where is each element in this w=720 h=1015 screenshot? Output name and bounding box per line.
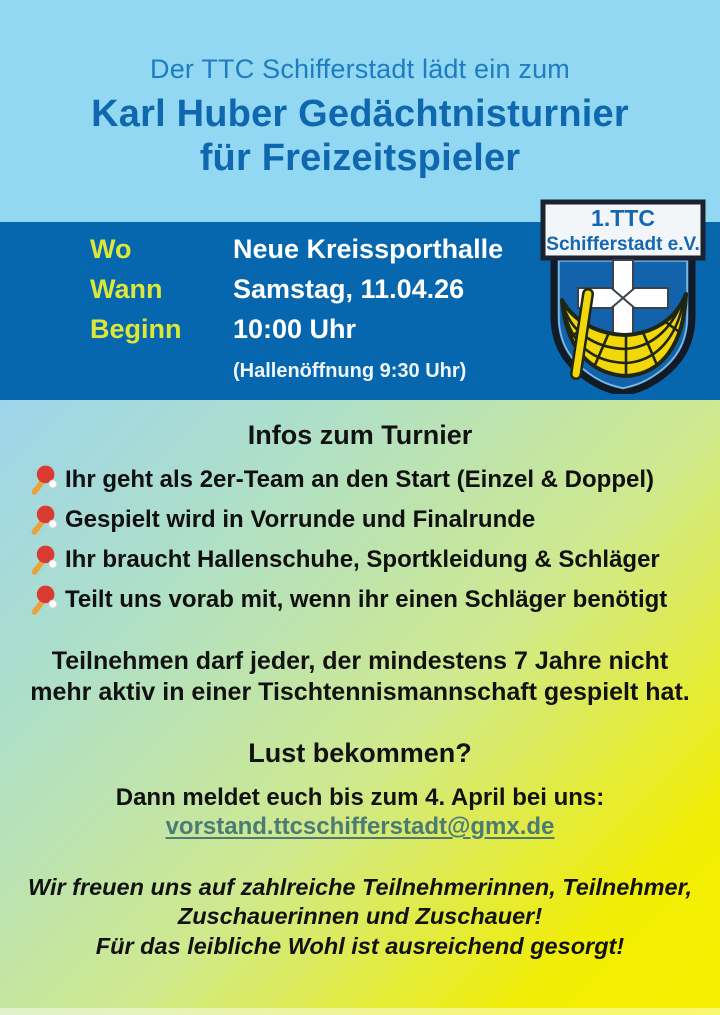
info-item-text: Gespielt wird in Vorrunde und Finalrunde <box>65 506 536 533</box>
info-item <box>28 540 667 580</box>
closing-line-2: Zuschauerinnen und Zuschauer! <box>177 903 543 929</box>
detail-row-start-time <box>90 314 503 354</box>
info-item-text: Teilt uns vorab mit, wenn ihr einen Schläger benötigt <box>65 586 668 613</box>
club-crest-logo <box>540 198 706 394</box>
closing-line-1: Wir freuen uns auf zahlreiche Teilnehmerinnen, Teilnehmer, <box>27 874 693 900</box>
eligibility-line-2: mehr aktiv in einer Tischtennismannschaft gespielt hat. <box>30 678 690 706</box>
event-details <box>90 234 503 354</box>
detail-value: 10:00 Uhr <box>233 314 357 344</box>
bottom-edge-strip <box>0 1008 720 1015</box>
club-name-line1: 1.TTC <box>591 205 655 231</box>
info-item <box>28 460 667 500</box>
table-tennis-paddle-icon <box>28 464 60 496</box>
detail-label: Wo <box>90 234 132 264</box>
info-item <box>28 500 667 540</box>
detail-label: Wann <box>90 274 163 304</box>
hall-opening-note: (Hallenöffnung 9:30 Uhr) <box>233 360 467 382</box>
detail-row-location <box>90 234 503 274</box>
detail-row-date <box>90 274 503 314</box>
cta-text: Dann meldet euch bis zum 4. April bei uns: <box>115 784 605 811</box>
closing-text <box>0 873 720 931</box>
eligibility-text <box>0 646 720 708</box>
detail-value: Samstag, 11.04.26 <box>233 274 465 304</box>
table-tennis-paddle-icon <box>28 584 60 616</box>
club-name-line2: Schifferstadt e.V. <box>546 234 700 255</box>
info-item-text: Ihr braucht Hallenschuhe, Sportkleidung & Schläger <box>65 546 660 573</box>
table-tennis-paddle-icon <box>28 544 60 576</box>
eligibility-line-1: Teilnehmen darf jeder, der mindestens 7 Jahre nicht <box>51 647 669 675</box>
detail-value: Neue Kreissporthalle <box>233 234 504 264</box>
shield-crest-icon <box>540 198 706 394</box>
info-section <box>0 400 720 1015</box>
detail-label: Beginn <box>90 314 182 344</box>
catering-note: Für das leibliche Wohl ist ausreichend gesorgt! <box>95 933 625 959</box>
contact-email-link[interactable]: vorstand.ttcschifferstadt@gmx.de <box>165 813 555 840</box>
title-line-2: für Freizeitspieler <box>199 137 521 179</box>
info-item-text: Ihr geht als 2er-Team an den Start (Einzel & Doppel) <box>65 466 654 493</box>
info-item <box>28 580 667 620</box>
intro-line: Der TTC Schifferstadt lädt ein zum <box>150 54 570 84</box>
cta-email-row <box>0 813 720 841</box>
infos-list <box>28 460 667 620</box>
cta-heading: Lust bekommen? <box>248 738 472 768</box>
table-tennis-paddle-icon <box>28 504 60 536</box>
infos-heading: Infos zum Turnier <box>247 420 473 450</box>
page-title <box>0 92 720 180</box>
title-line-1: Karl Huber Gedächtnisturnier <box>91 93 629 135</box>
header-section <box>0 0 720 222</box>
